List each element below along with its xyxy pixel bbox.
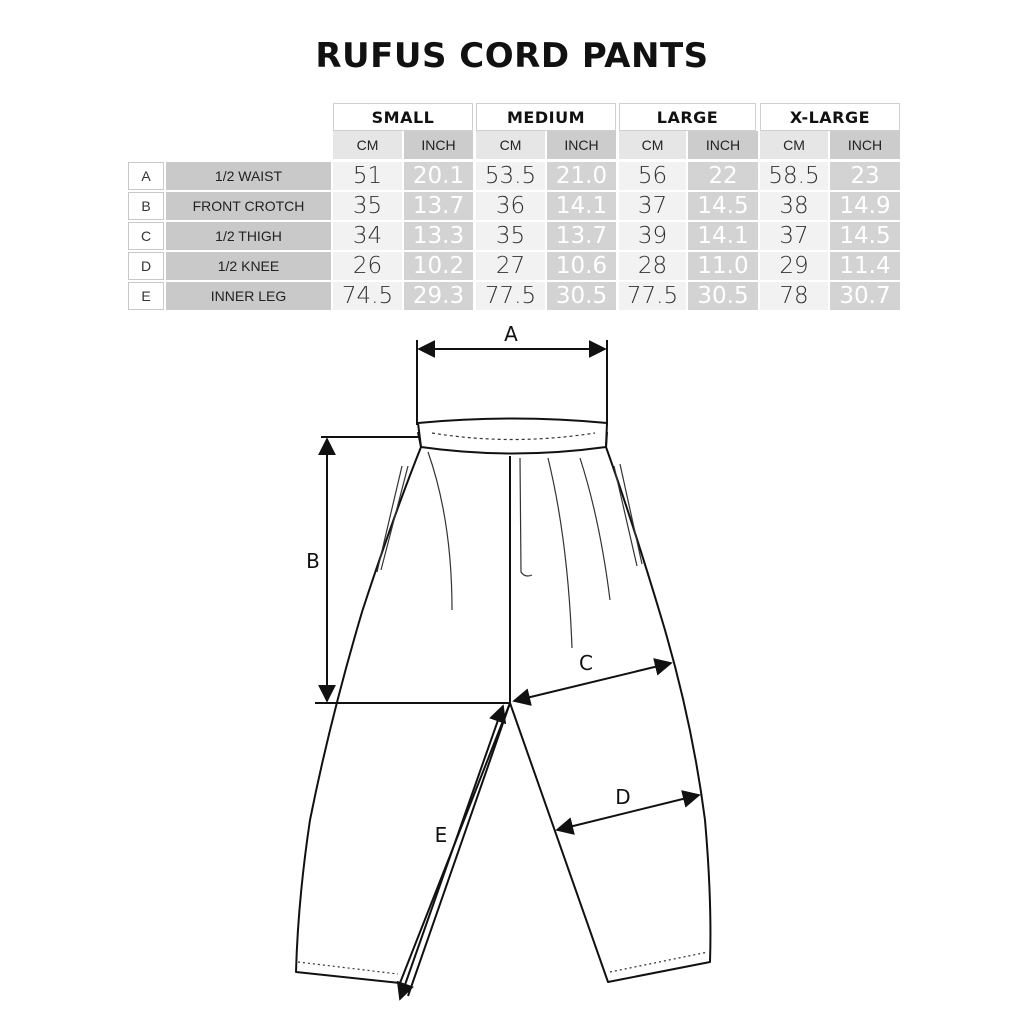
value-inch: 14.1 [547,192,616,220]
value-cm: 36 [476,192,545,220]
waistband [418,419,607,454]
value-cm: 37 [760,222,828,250]
value-inch: 11.0 [688,252,758,280]
value-cm: 39 [619,222,686,250]
left-pocket [377,466,402,572]
value-inch: 30.5 [688,282,758,310]
size-header: SMALL [333,103,473,131]
page-title: RUFUS CORD PANTS [315,36,709,76]
unit-header-cm: CM [760,131,828,159]
value-inch: 20.1 [404,162,473,190]
value-cm: 37 [619,192,686,220]
row-label: FRONT CROTCH [166,192,331,220]
value-inch: 23 [830,162,900,190]
dim-label-a: A [504,322,518,346]
left-hem-stitch [298,962,398,974]
value-cm: 35 [476,222,545,250]
pants-outline [296,419,710,984]
value-cm: 27 [476,252,545,280]
fly-stitch [520,458,532,576]
value-inch: 22 [688,162,758,190]
row-label: INNER LEG [166,282,331,310]
unit-header-inch: INCH [547,131,616,159]
value-cm: 53.5 [476,162,545,190]
value-inch: 13.3 [404,222,473,250]
left-leg-outline [296,432,510,983]
size-header: X-LARGE [760,103,900,131]
row-letter: A [128,162,164,190]
row-label: 1/2 KNEE [166,252,331,280]
value-cm: 58.5 [760,162,828,190]
value-inch: 30.5 [547,282,616,310]
row-letter: D [128,252,164,280]
unit-header-inch: INCH [404,131,473,159]
value-inch: 11.4 [830,252,900,280]
right-hem-stitch [610,952,708,972]
value-inch: 10.6 [547,252,616,280]
dim-label-c: C [579,651,593,675]
unit-header-inch: INCH [688,131,758,159]
row-letter: E [128,282,164,310]
value-cm: 77.5 [476,282,545,310]
value-cm: 38 [760,192,828,220]
value-inch: 21.0 [547,162,616,190]
dimension-lines [315,340,699,999]
row-letter: B [128,192,164,220]
dim-e-arrow [400,706,503,999]
value-inch: 14.5 [830,222,900,250]
value-inch: 13.7 [547,222,616,250]
dim-label-b: B [306,549,320,573]
value-inch: 29.3 [404,282,473,310]
value-cm: 26 [333,252,402,280]
right-pocket [620,464,642,564]
right-pocket-inner [614,466,637,566]
value-cm: 51 [333,162,402,190]
unit-header-cm: CM [476,131,545,159]
dim-label-d: D [615,785,631,809]
pleat-left [428,452,452,610]
pleat-right-2 [580,458,610,600]
size-header: MEDIUM [476,103,616,131]
value-inch: 30.7 [830,282,900,310]
value-inch: 14.1 [688,222,758,250]
value-inch: 14.5 [688,192,758,220]
pleat-right-1 [548,458,572,648]
size-header: LARGE [619,103,756,131]
value-cm: 28 [619,252,686,280]
row-label: 1/2 THIGH [166,222,331,250]
unit-header-inch: INCH [830,131,900,159]
unit-header-cm: CM [333,131,402,159]
value-cm: 29 [760,252,828,280]
dim-label-e: E [434,823,448,847]
value-cm: 74.5 [333,282,402,310]
row-letter: C [128,222,164,250]
unit-header-cm: CM [619,131,686,159]
dim-e-ext [408,703,510,996]
value-inch: 14.9 [830,192,900,220]
value-cm: 35 [333,192,402,220]
value-cm: 78 [760,282,828,310]
left-pocket-inner [381,466,408,570]
value-cm: 56 [619,162,686,190]
value-inch: 13.7 [404,192,473,220]
value-inch: 10.2 [404,252,473,280]
waist-inner-line [432,433,595,440]
right-leg-outline [510,432,710,982]
value-cm: 77.5 [619,282,686,310]
value-cm: 34 [333,222,402,250]
row-label: 1/2 WAIST [166,162,331,190]
